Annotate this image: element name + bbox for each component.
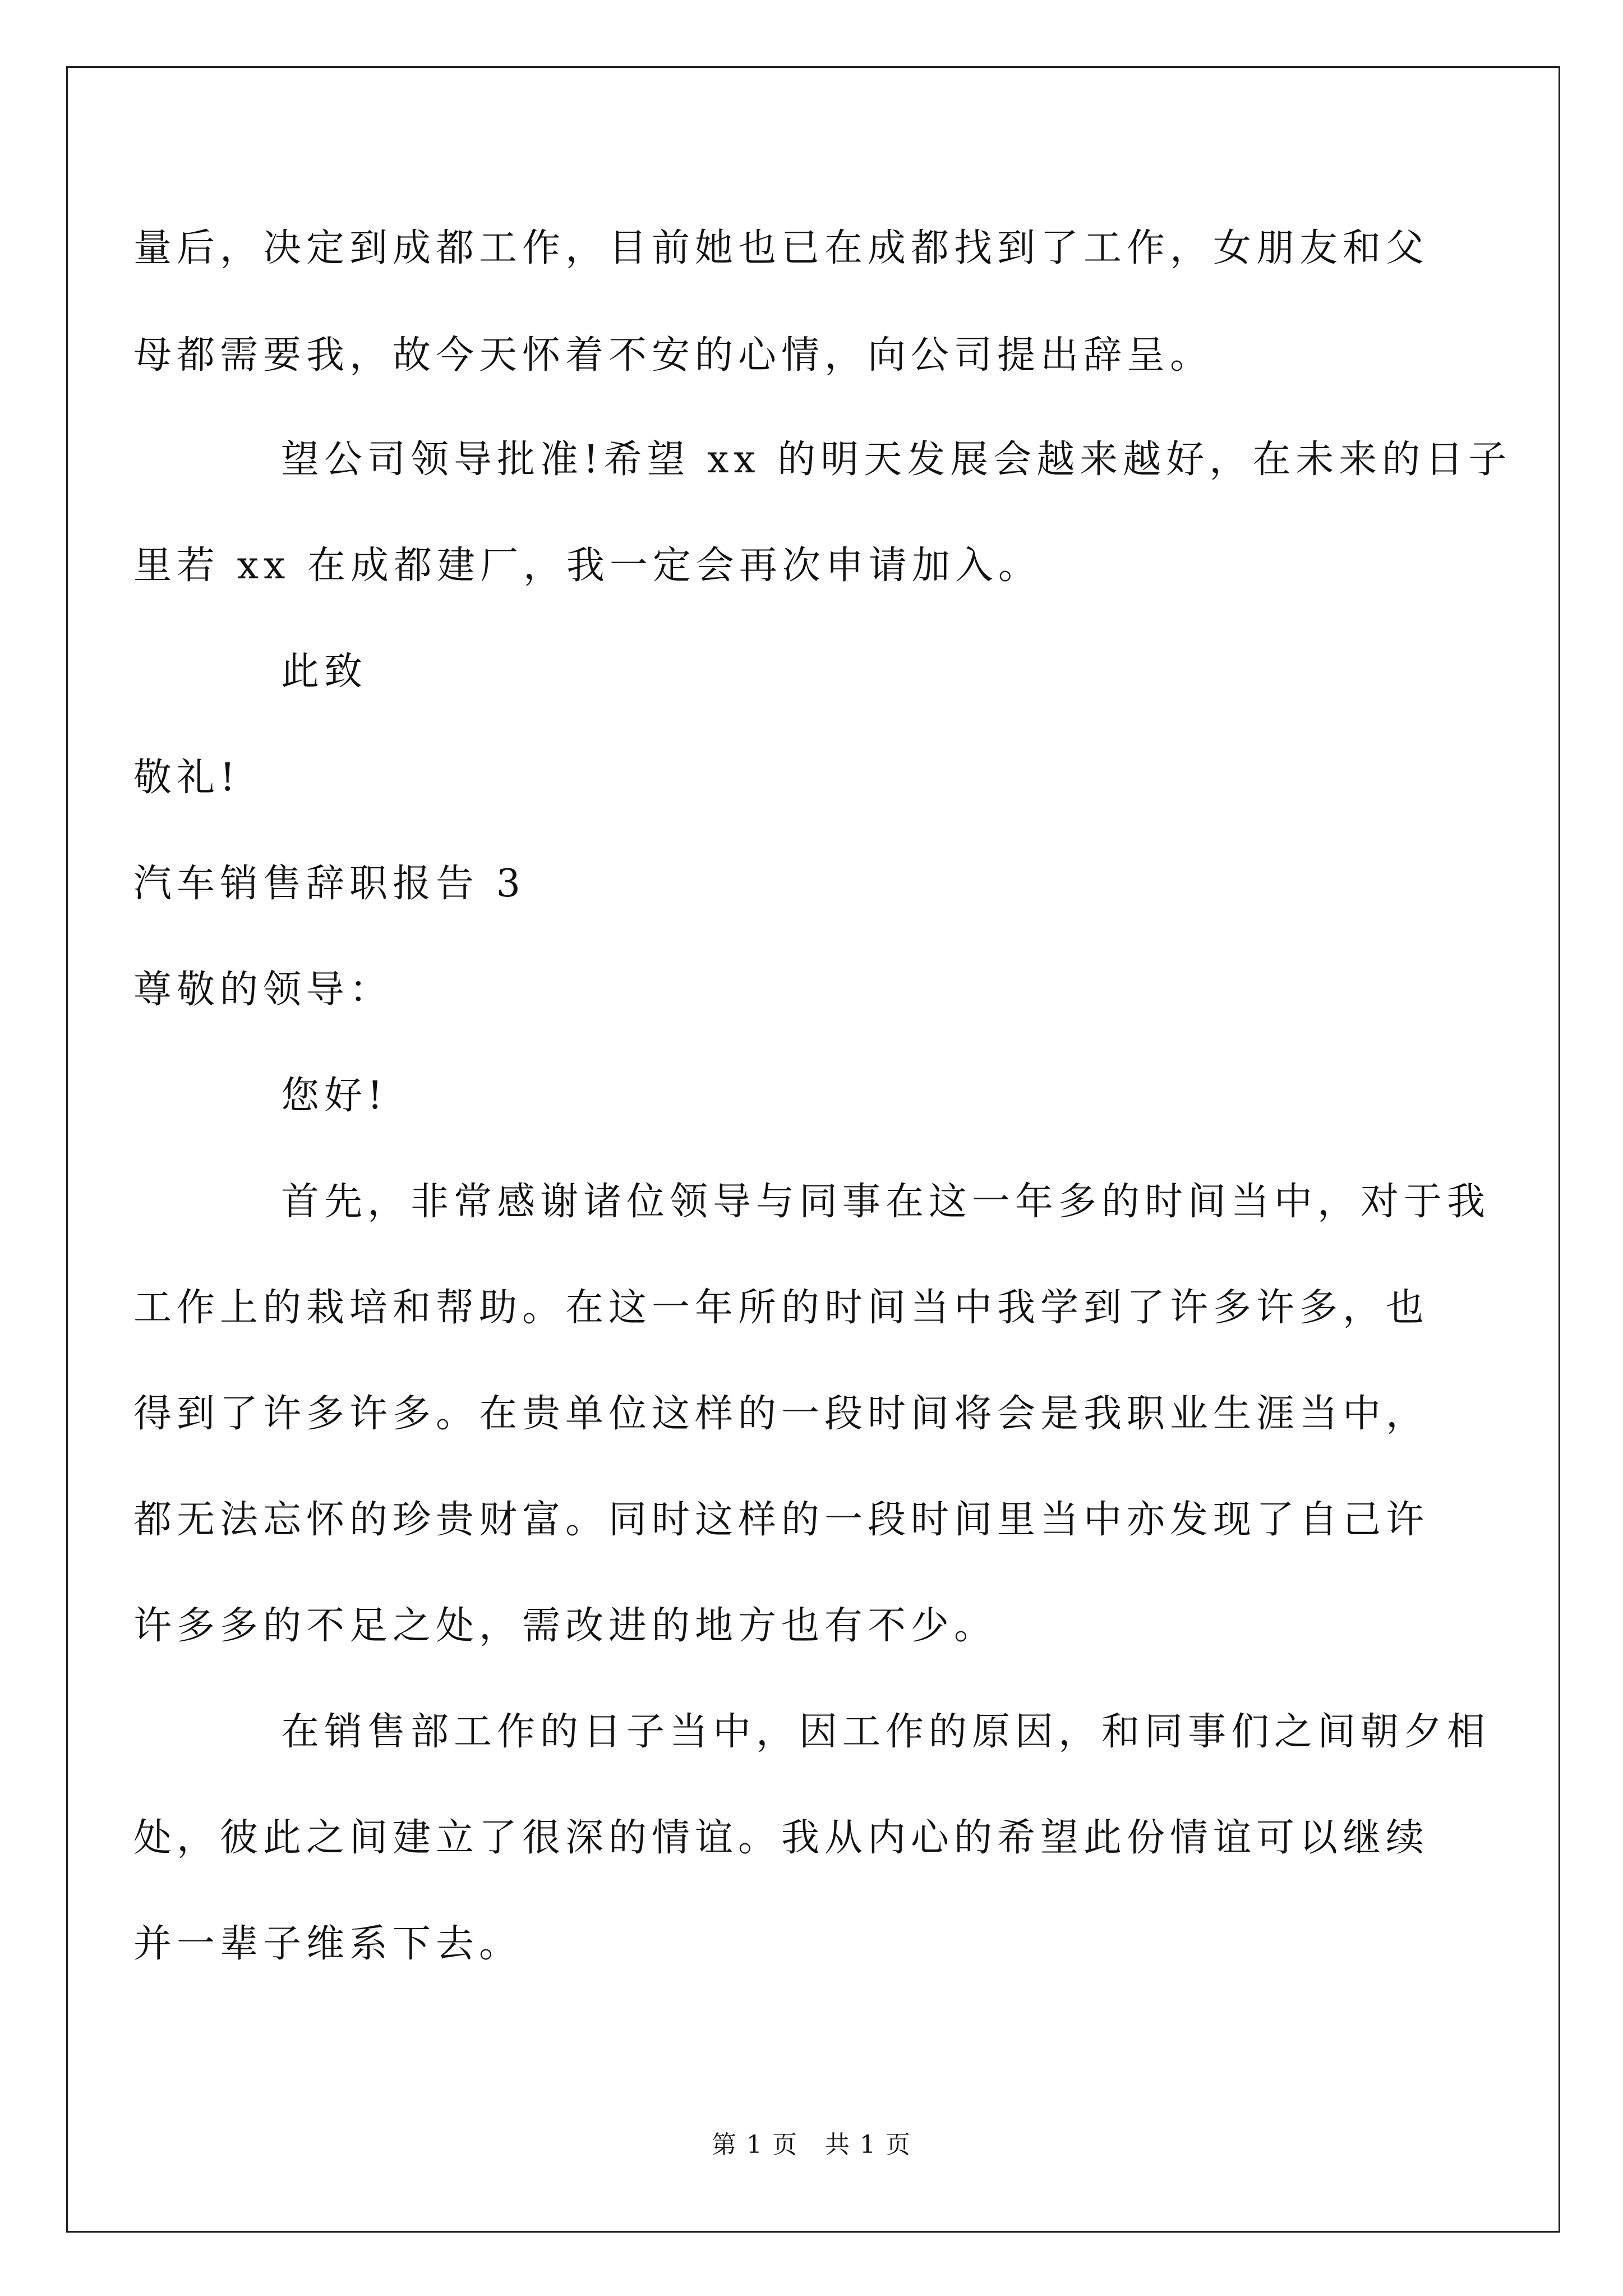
body-line-17: 并一辈子维系下去。 <box>133 1922 523 1966</box>
page-footer <box>0 2133 1623 2157</box>
body-line-15: 在销售部工作的日子当中，因工作的原因，和同事们之间朝夕相 <box>281 1710 1491 1754</box>
body-line-10: 首先，非常感谢诸位领导与同事在这一年多的时间当中，对于我 <box>281 1180 1491 1224</box>
page-border <box>66 66 1560 2233</box>
body-line-14: 许多多的不足之处，需改进的地方也有不少。 <box>133 1604 998 1648</box>
body-line-1: 量后，决定到成都工作，目前她也已在成都找到了工作，女朋友和父 <box>133 226 1430 270</box>
body-line-12: 得到了许多许多。在贵单位这样的一段时间将会是我职业生涯当中， <box>133 1392 1430 1436</box>
page-number: 第 1 页 共 1 页 <box>712 2131 911 2159</box>
body-line-13: 都无法忘怀的珍贵财富。同时这样的一段时间里当中亦发现了自己许 <box>133 1498 1430 1542</box>
body-line-3: 望公司领导批准!希望 xx 的明天发展会越来越好，在未来的日子 <box>281 438 1512 482</box>
greeting-line: 您好! <box>281 1074 388 1118</box>
section-title: 汽车销售辞职报告 3 <box>133 862 525 906</box>
closing-line: 此致 <box>281 650 368 694</box>
greeting-addressee: 尊敬的领导： <box>133 968 393 1012</box>
salutation-line: 敬礼! <box>133 756 241 800</box>
body-line-11: 工作上的栽培和帮助。在这一年所的时间当中我学到了许多许多，也 <box>133 1286 1430 1330</box>
body-line-16: 处，彼此之间建立了很深的情谊。我从内心的希望此份情谊可以继续 <box>133 1816 1430 1860</box>
body-line-2: 母都需要我，故今天怀着不安的心情，向公司提出辞呈。 <box>133 333 1214 378</box>
body-line-4: 里若 xx 在成都建厂，我一定会再次申请加入。 <box>133 544 1041 588</box>
